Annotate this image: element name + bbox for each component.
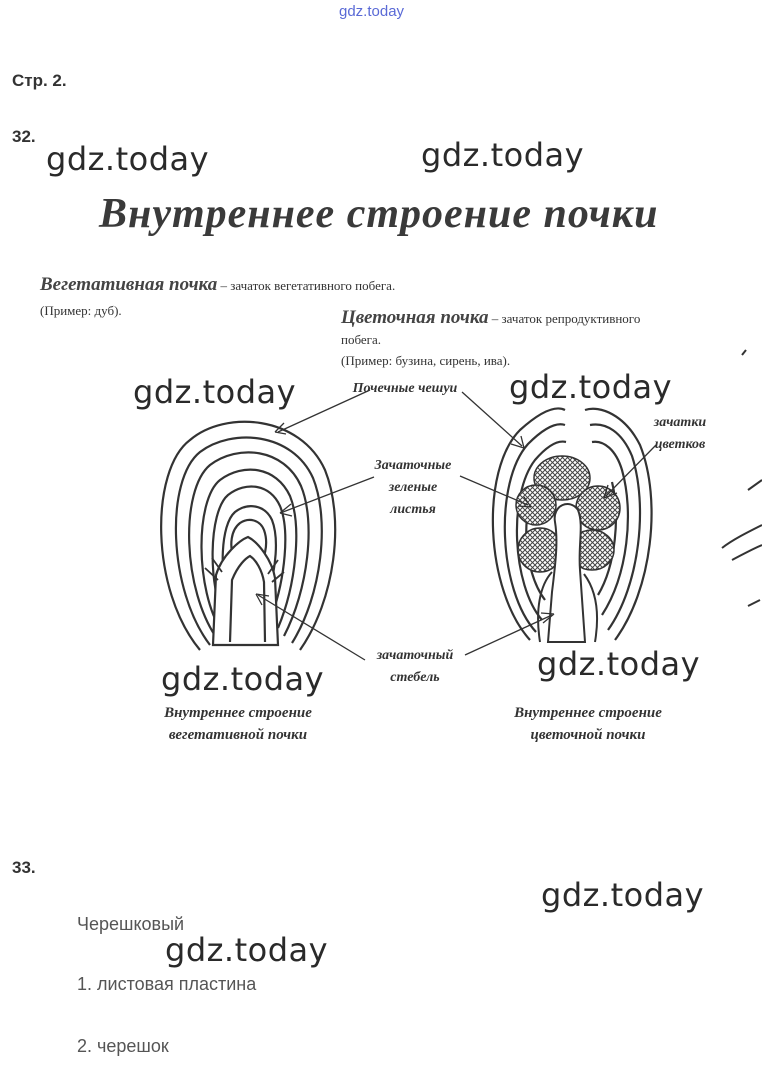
watermark: gdz.today	[133, 373, 297, 411]
vegetative-definition: Вегетативная почка – зачаток вегетативного побега.	[40, 274, 396, 295]
label-embryonic-stem: зачаточный стебель	[376, 648, 454, 685]
task-32-number: 32.	[12, 127, 36, 146]
flower-example: (Пример: бузина, сирень, ива).	[341, 353, 511, 368]
task-33-number: 33.	[12, 858, 36, 877]
top-watermark: gdz.today	[339, 3, 405, 20]
flower-definition: Цветочная почка – зачаток репродуктивного	[341, 307, 641, 328]
watermark: gdz.today	[46, 140, 210, 178]
label-bud-scales: Почечные чешуи	[352, 381, 458, 396]
watermark: gdz.today	[537, 645, 701, 683]
label-flower-primordia: зачатки цветков	[653, 415, 707, 452]
vegetative-bud-stem	[205, 537, 284, 645]
flower-term: Цветочная почка	[341, 307, 489, 328]
page-title: Внутреннее строение почки	[99, 191, 659, 237]
edge-fragments	[722, 350, 762, 606]
vegetative-example: (Пример: дуб).	[40, 303, 122, 318]
watermark: gdz.today	[421, 136, 585, 174]
label-green-leaves: Зачаточные зеленые листья	[374, 458, 452, 517]
list-item: 2. черешок	[77, 1036, 169, 1056]
watermark: gdz.today	[509, 368, 673, 406]
watermark: gdz.today	[161, 660, 325, 698]
list-item: 1. листовая пластина	[77, 974, 257, 994]
watermark: gdz.today	[541, 876, 705, 914]
leaf-type: Черешковый	[77, 914, 185, 934]
caption-flower: Внутреннее строение цветочной почки	[514, 705, 662, 743]
page-reference: Стр. 2.	[12, 71, 67, 90]
watermark: gdz.today	[165, 931, 329, 969]
vegetative-term: Вегетативная почка	[40, 274, 218, 295]
flower-definition-cont: побега.	[341, 332, 382, 347]
caption-vegetative: Внутреннее строение вегетативной почки	[164, 705, 312, 743]
